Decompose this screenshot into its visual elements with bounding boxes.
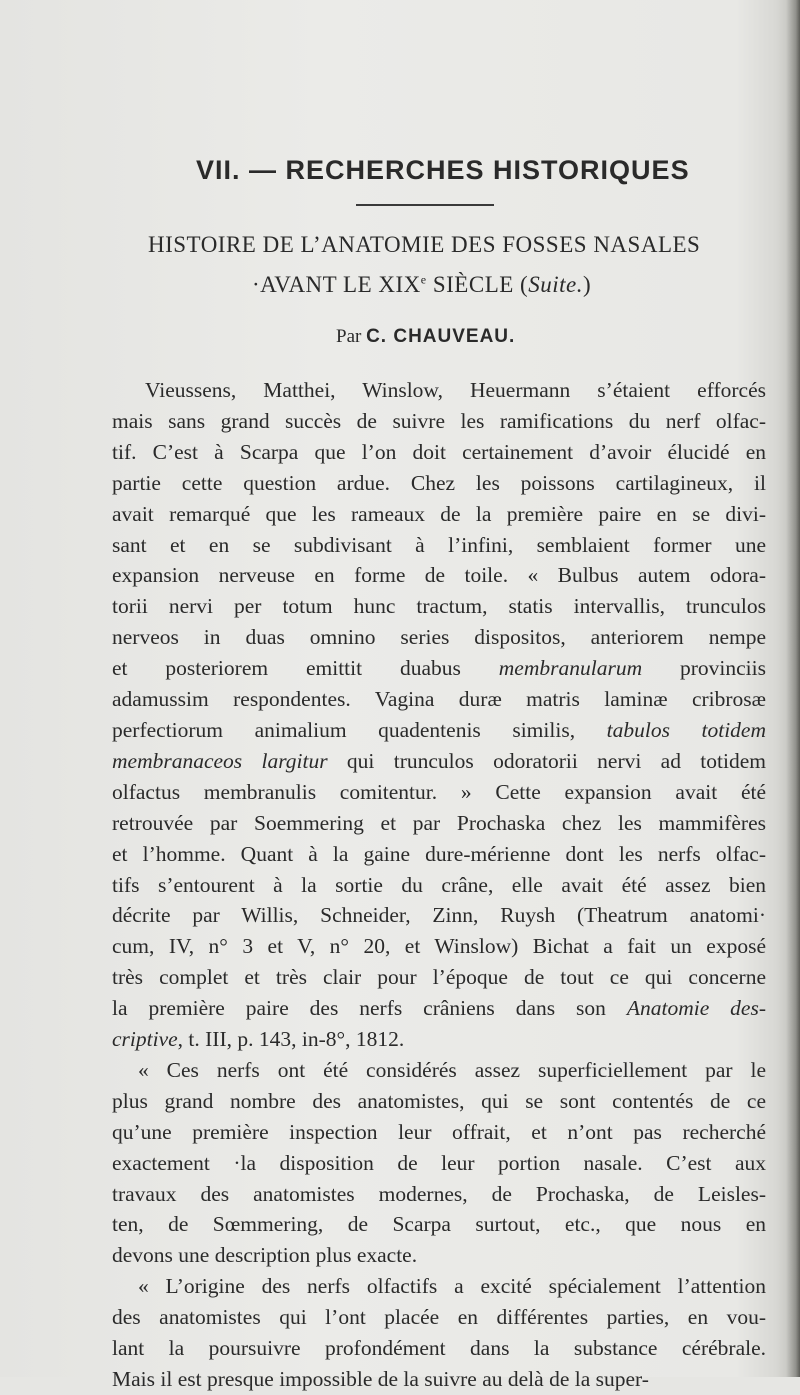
text-line: des anatomistes qui l’ont placée en différentes parties, en vou- xyxy=(112,1305,766,1330)
byline-prefix: Par xyxy=(336,326,362,347)
text-line: « Ces nerfs ont été considérés assez superficiellement par le xyxy=(138,1057,766,1082)
italic-text: membranaceos largitur xyxy=(112,748,328,773)
text-line: criptive, t. III, p. 143, in-8°, 1812. xyxy=(112,1027,405,1052)
text-line: lant la poursuivre profondément dans la substance cérébrale. xyxy=(112,1336,766,1361)
text-line: et l’homme. Quant à la gaine dure-mérienne dont les nerfs olfac- xyxy=(112,841,766,866)
text-line: expansion nerveuse en forme de toile. « Bulbus autem odora- xyxy=(112,563,766,588)
article-title-line-2: ·AVANT LE XIXe SIÈCLE (Suite.) xyxy=(252,272,592,297)
text-line: exactement ·la disposition de leur portion nasale. C’est aux xyxy=(112,1150,766,1175)
text-line: travaux des anatomistes modernes, de Prochaska, de Leisles- xyxy=(112,1181,766,1206)
text-line: décrite par Willis, Schneider, Zinn, Ruysh (Theatrum anatomi· xyxy=(112,903,766,928)
text-line: la première paire des nerfs crâniens dans son Anatomie des- xyxy=(112,996,766,1021)
text-line: partie cette question ardue. Chez les poissons cartilagineux, il xyxy=(112,470,766,495)
text-line: mais sans grand succès de suivre les ramifications du nerf olfac- xyxy=(112,408,766,433)
text-line: membranaceos largitur qui trunculos odoratorii nervi ad totidem xyxy=(112,748,766,773)
author-name: C. CHAUVEAU. xyxy=(366,326,516,347)
text-line: cum, IV, n° 3 et V, n° 20, et Winslow) Bichat a fait un exposé xyxy=(112,934,766,959)
italic-text: tabulos totidem xyxy=(606,717,766,742)
text-line: et posteriorem emittit duabus membranularum provinciis xyxy=(112,656,766,681)
italic-text: Anatomie des- xyxy=(626,996,766,1021)
text-line: devons une description plus exacte. xyxy=(112,1243,418,1268)
text-line: retrouvée par Soemmering et par Prochaska chez les mammifères xyxy=(112,810,766,835)
text-line: qu’une première inspection leur offrait, et n’ont pas recherché xyxy=(112,1119,766,1144)
section-heading: VII. — RECHERCHES HISTORIQUES xyxy=(196,155,690,185)
italic-text: membranularum xyxy=(498,656,643,681)
text-line: tifs s’entourent à la sortie du crâne, elle avait été assez bien xyxy=(112,872,766,897)
text-line: adamussim respondentes. Vagina duræ matris laminæ cribrosæ xyxy=(112,687,766,712)
text-line: sant et en se subdivisant à l’infini, semblaient former une xyxy=(112,532,766,557)
text-line: ten, de Sœmmering, de Scarpa surtout, etc., que nous en xyxy=(112,1212,766,1237)
article-body xyxy=(112,375,766,1395)
byline xyxy=(336,326,515,348)
text-line: tif. C’est à Scarpa que l’on doit certainement d’avoir élucidé en xyxy=(112,439,766,464)
text-line: Mais il est presque impossible de la suivre au delà de la super- xyxy=(112,1367,649,1391)
article-title-line-1: HISTOIRE DE L’ANATOMIE DES FOSSES NASALES xyxy=(148,232,701,257)
text-line: avait remarqué que les rameaux de la première paire en se divi- xyxy=(112,501,766,526)
text-line: nerveos in duas omnino series dispositos, anteriorem nempe xyxy=(112,625,766,650)
italic-text: criptive xyxy=(112,1027,178,1052)
text-line: Vieussens, Matthei, Winslow, Heuermann s’étaient efforcés xyxy=(145,378,766,402)
text-line: torii nervi per totum hunc tractum, statis intervallis, trunculos xyxy=(112,594,766,619)
text-line: olfactus membranulis comitentur. » Cette expansion avait été xyxy=(112,779,766,804)
text-line: perfectiorum animalium quadentenis similis, tabulos totidem xyxy=(112,717,766,742)
text-line: « L’origine des nerfs olfactifs a excité spécialement l’attention xyxy=(138,1274,766,1299)
heading-rule xyxy=(356,204,494,206)
text-line: plus grand nombre des anatomistes, qui se sont contentés de ce xyxy=(112,1088,766,1113)
text-line: très complet et très clair pour l’époque de tout ce qui concerne xyxy=(112,965,766,990)
page-edge-shadow xyxy=(786,0,800,1377)
